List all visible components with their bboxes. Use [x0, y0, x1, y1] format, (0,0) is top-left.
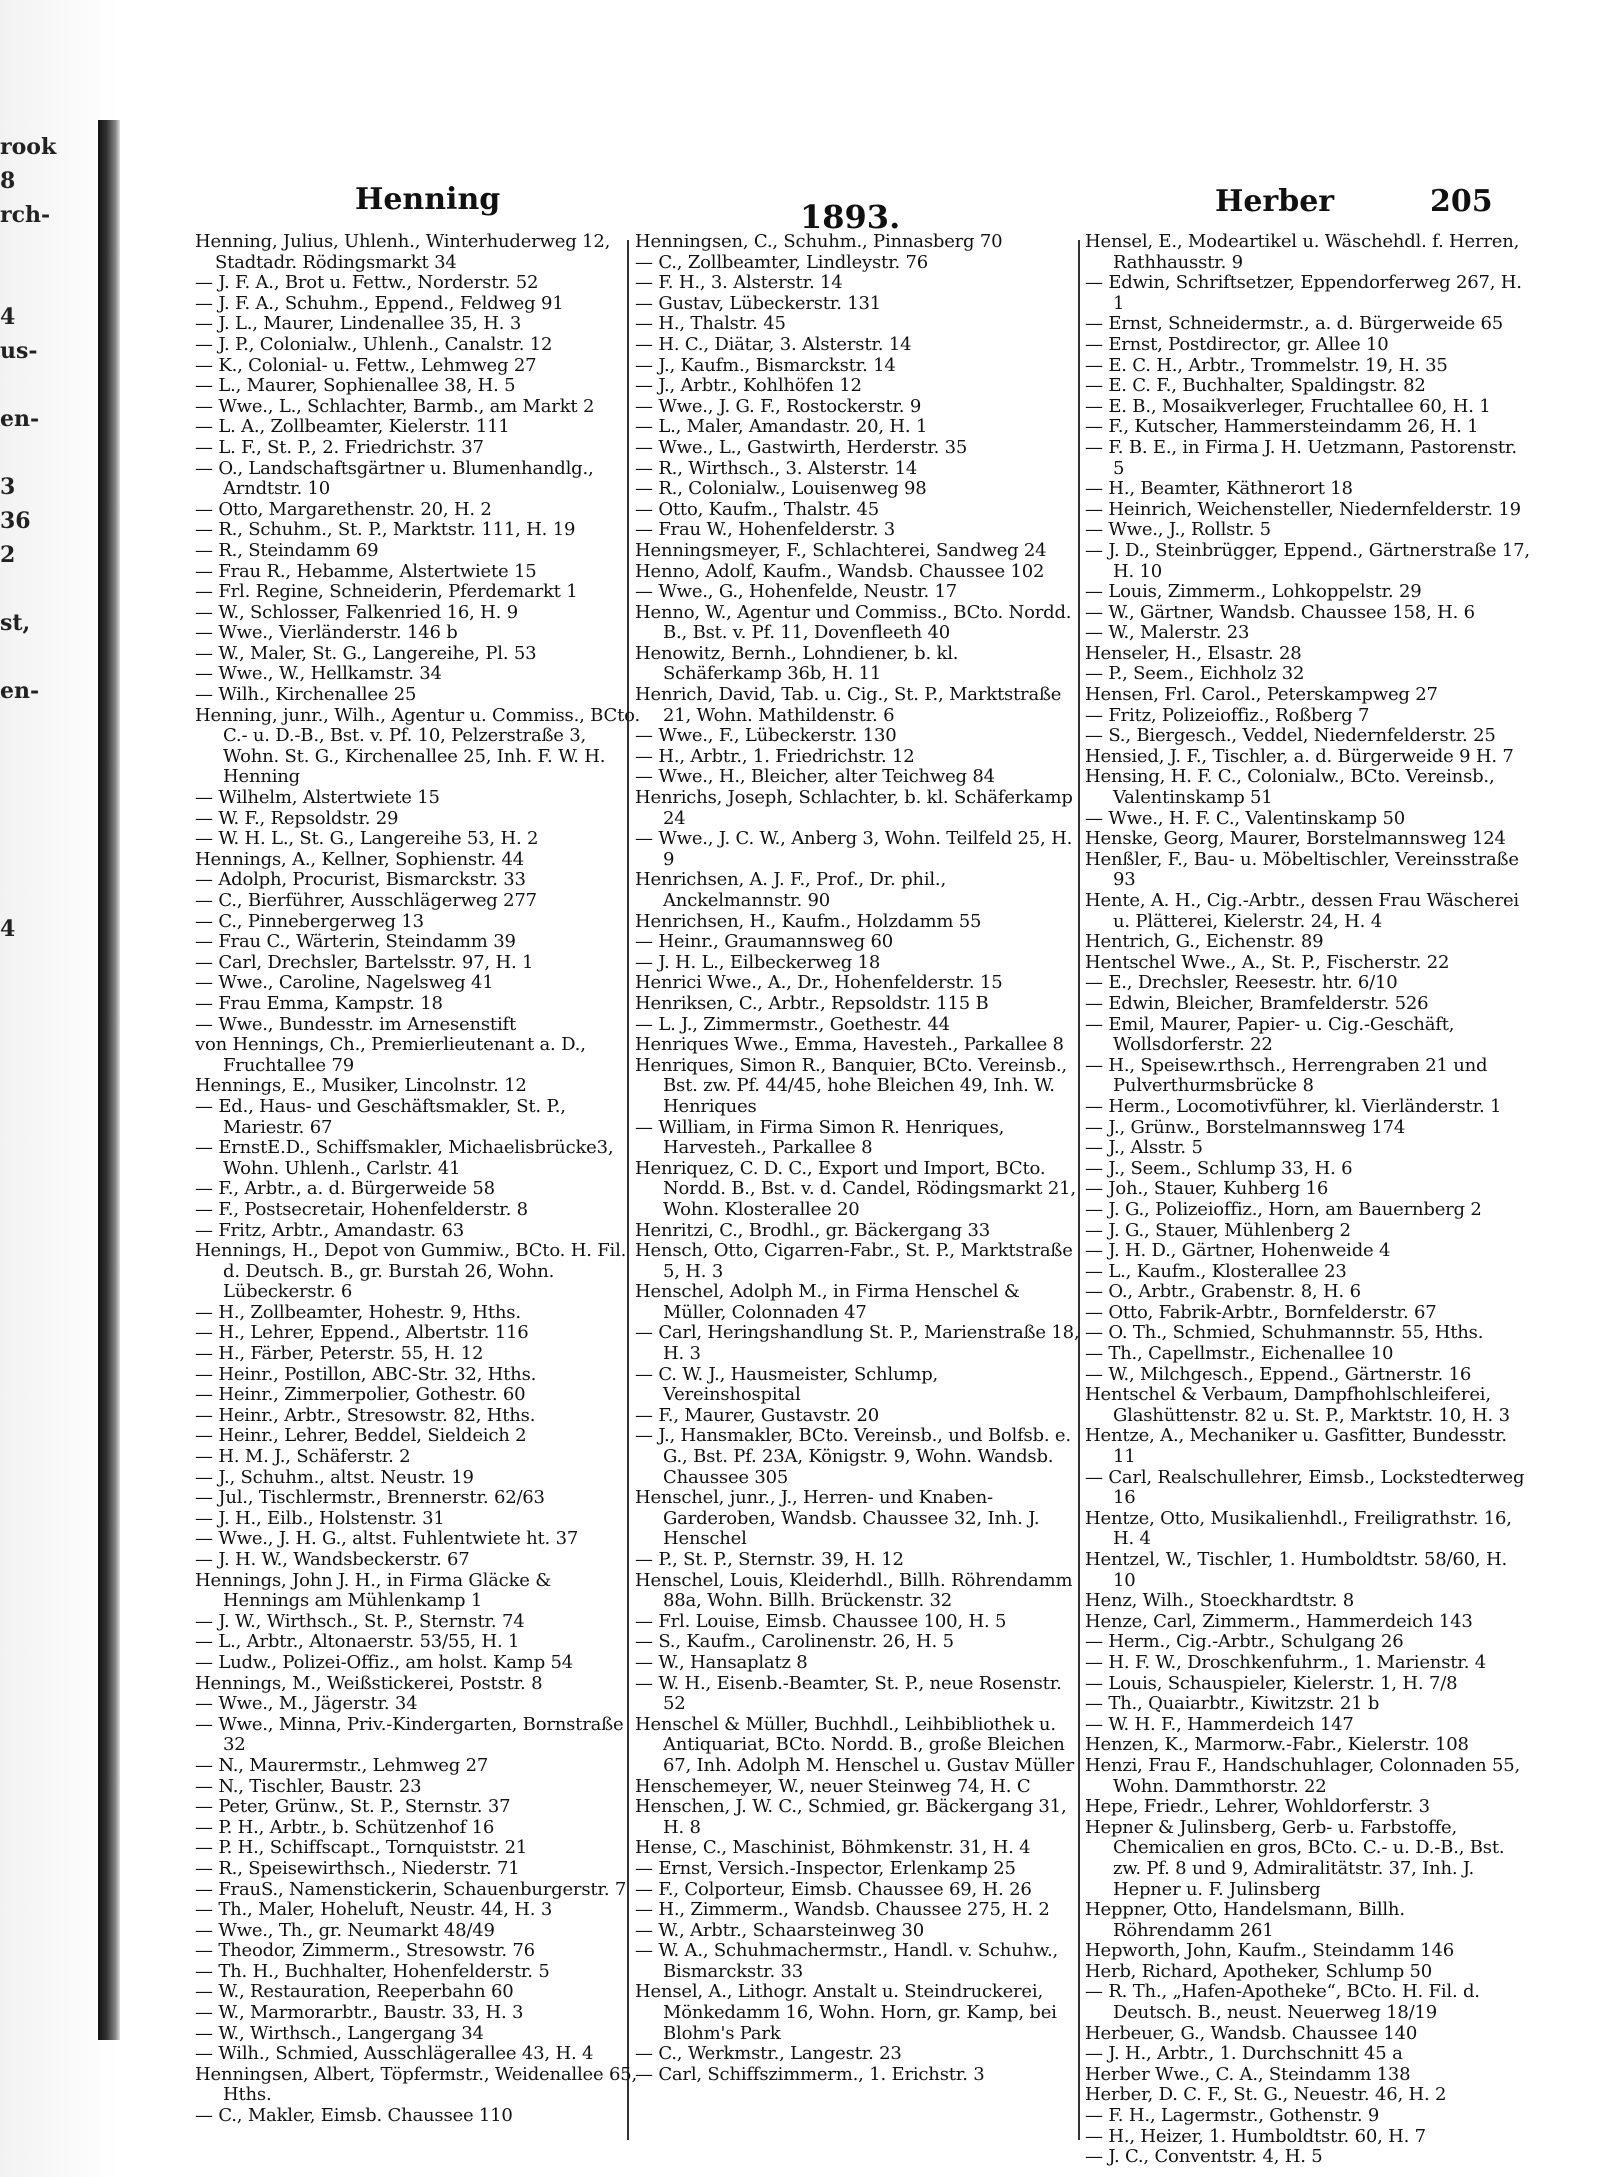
directory-sub-entry: — O., Landschaftsgärtner u. Blumenhandlg., Arndtstr. 10 — [195, 457, 594, 500]
previous-page-fragment: en- — [0, 678, 40, 704]
directory-entry: Herber, D. C. F., St. G., Neuestr. 46, H. 2 — [1085, 2084, 1447, 2106]
directory-entry: Henschel & Müller, Buchhdl., Leihbibliothek u. Antiquariat, BCto. Nordd. B., große Bleichen 67, Inh. Adolph M. Henschel u. Gustav Müller — [635, 1713, 1074, 1776]
directory-sub-entry: — Frau W., Hohenfelderstr. 3 — [635, 519, 895, 541]
directory-sub-entry: — Frau R., Hebamme, Alstertwiete 15 — [195, 560, 537, 582]
previous-page-fragment — [0, 946, 40, 980]
directory-sub-entry: — Herm., Cig.-Arbtr., Schulgang 26 — [1085, 1631, 1404, 1653]
previous-page-fragment — [0, 1014, 40, 1048]
directory-entry: Henske, Georg, Maurer, Borstelmannsweg 124 — [1085, 828, 1506, 850]
directory-sub-entry: — L., Maler, Amandastr. 20, H. 1 — [635, 416, 928, 438]
directory-sub-entry: — Otto, Margarethenstr. 20, H. 2 — [195, 498, 492, 520]
directory-sub-entry: — Fritz, Polizeioffiz., Roßberg 7 — [1085, 704, 1370, 726]
directory-sub-entry: — P., Seem., Eichholz 32 — [1085, 663, 1305, 685]
directory-column-2 — [635, 232, 1080, 2142]
directory-sub-entry: — F. H., Lagermstr., Gothenstr. 9 — [1085, 2105, 1380, 2127]
directory-sub-entry: — Wwe., Caroline, Nagelsweg 41 — [195, 972, 494, 994]
directory-entry: Henrich, David, Tab. u. Cig., St. P., Marktstraße 21, Wohn. Mathildenstr. 6 — [635, 684, 1062, 726]
directory-entry: Hente, A. H., Cig.-Arbtr., dessen Frau Wäscherei u. Plätterei, Kielerstr. 24, H. 4 — [1085, 890, 1519, 932]
previous-page-fragment: rch- — [0, 202, 51, 228]
previous-page-fragment: en- — [0, 406, 40, 432]
directory-entry: Henriques, Simon R., Banquier, BCto. Vereinsb., Bst. zw. Pf. 44/45, hohe Bleichen 49, Inh. W. Henriques — [635, 1054, 1067, 1117]
directory-sub-entry: — F., Kutscher, Hammersteindamm 26, H. 1 — [1085, 416, 1479, 438]
directory-sub-entry: — Gustav, Lübeckerstr. 131 — [635, 292, 882, 314]
previous-page-fragment — [0, 708, 40, 742]
directory-entry: Henrichsen, A. J. F., Prof., Dr. phil., Anckelmannstr. 90 — [635, 869, 946, 911]
directory-sub-entry: — Frl. Louise, Eimsb. Chaussee 100, H. 5 — [635, 1610, 1007, 1632]
directory-sub-entry: — Heinr., Postillon, ABC-Str. 32, Hths. — [195, 1363, 537, 1385]
directory-sub-entry: — C., Pinnebergerweg 13 — [195, 910, 424, 932]
directory-entry: Henschel, Louis, Kleiderhdl., Billh. Röhrendamm 88a, Wohn. Billh. Brückenstr. 32 — [635, 1569, 1073, 1612]
directory-sub-entry: — W. H. L., St. G., Langereihe 53, H. 2 — [195, 828, 539, 850]
previous-page-fragment: 3 — [0, 474, 16, 500]
directory-sub-entry: — H., Speisew.rthsch., Herrengraben 21 und Pulverthurmsbrücke 8 — [1085, 1054, 1488, 1097]
directory-sub-entry: — J., Seem., Schlump 33, H. 6 — [1085, 1157, 1353, 1179]
directory-entry: Henschemeyer, W., neuer Steinweg 74, H. C — [635, 1775, 1031, 1797]
directory-sub-entry: — P., St. P., Sternstr. 39, H. 12 — [635, 1549, 904, 1570]
directory-sub-entry: — C., Bierführer, Ausschlägerweg 277 — [195, 890, 537, 911]
page-number: 205 — [1430, 184, 1493, 219]
directory-entry: Hennings, M., Weißstickerei, Poststr. 8 — [195, 1672, 543, 1694]
directory-sub-entry: — W. F., Repsoldstr. 29 — [195, 807, 399, 829]
directory-sub-entry: — Carl, Schiffszimmerm., 1. Erichstr. 3 — [635, 2063, 985, 2085]
directory-sub-entry: — Th. H., Buchhalter, Hohenfelderstr. 5 — [195, 1960, 550, 1982]
directory-entry: Henrichsen, H., Kaufm., Holzdamm 55 — [635, 910, 982, 932]
previous-page-fragment: 8 — [0, 168, 16, 194]
directory-entry: Hennings, E., Musiker, Lincolnstr. 12 — [195, 1075, 527, 1097]
directory-sub-entry: — Herm., Locomotivführer, kl. Vierländerstr. 1 — [1085, 1095, 1502, 1117]
previous-page-fragment — [0, 810, 40, 844]
directory-sub-entry: — F., Maurer, Gustavstr. 20 — [635, 1404, 880, 1426]
directory-sub-entry: — Th., Quaiarbtr., Kiwitzstr. 21 b — [1085, 1693, 1380, 1715]
directory-entry: Henrici Wwe., A., Dr., Hohenfelderstr. 15 — [635, 972, 1003, 994]
directory-sub-entry: — S., Biergesch., Veddel, Niedernfelderstr. 25 — [1085, 725, 1496, 747]
directory-sub-entry: — Ernst, Versich.-Inspector, Erlenkamp 25 — [635, 1857, 1016, 1879]
directory-entry: Henz, Wilh., Stoeckhardtstr. 8 — [1085, 1590, 1355, 1612]
directory-sub-entry: — E. C. H., Arbtr., Trommelstr. 19, H. 35 — [1085, 354, 1448, 376]
directory-sub-entry: — L., Maurer, Sophienallee 38, H. 5 — [195, 375, 516, 397]
directory-sub-entry: — F., Postsecretair, Hohenfelderstr. 8 — [195, 1198, 528, 1220]
directory-sub-entry: — W., Restauration, Reeperbahn 60 — [195, 1981, 514, 2003]
directory-sub-entry: — Theodor, Zimmerm., Stresowstr. 76 — [195, 1940, 535, 1962]
directory-entry: Hentze, Otto, Musikalienhdl., Freiligrathstr. 16, H. 4 — [1085, 1507, 1512, 1550]
directory-entry: Henning, Julius, Uhlenh., Winterhuderweg 12, — [195, 231, 611, 252]
directory-sub-entry: — J. G., Stauer, Mühlenberg 2 — [1085, 1219, 1351, 1241]
directory-sub-entry: — R., Wirthsch., 3. Alsterstr. 14 — [635, 457, 918, 479]
directory-sub-entry: — J. L., Maurer, Lindenallee 35, H. 3 — [195, 313, 522, 335]
directory-entry: Hensen, Frl. Carol., Peterskampweg 27 — [1085, 684, 1438, 706]
previous-page-fragment — [0, 436, 40, 470]
directory-sub-entry: — H., Thalstr. 45 — [635, 313, 786, 335]
directory-sub-entry: — Heinr., Arbtr., Stresowstr. 82, Hths. — [195, 1404, 536, 1426]
directory-sub-entry: — N., Maurermstr., Lehmweg 27 — [195, 1754, 489, 1776]
directory-sub-entry: — Carl, Heringshandlung St. P., Marienstraße 18, H. 3 — [635, 1322, 1080, 1365]
directory-sub-entry: — H. M. J., Schäferstr. 2 — [195, 1446, 411, 1468]
previous-page-fragment — [0, 980, 40, 1014]
directory-sub-entry: — J., Hansmakler, BCto. Vereinsb., und Bolfsb. e. G., Bst. Pf. 23A, Königstr. 9, Wohn. Wandsb. Chaussee 305 — [635, 1425, 1071, 1488]
directory-sub-entry: — W., Wirthsch., Langergang 34 — [195, 2022, 484, 2044]
directory-entry: Hepworth, John, Kaufm., Steindamm 146 — [1085, 1940, 1454, 1962]
directory-sub-entry: — H., Zimmerm., Wandsb. Chaussee 275, H. 2 — [635, 1899, 1050, 1921]
directory-sub-entry: — J. F. A., Brot u. Fettw., Norderstr. 52 — [195, 272, 539, 294]
directory-entry: Henriquez, C. D. C., Export und Import, BCto. Nordd. B., Bst. v. d. Candel, Rödingsmarkt 21, Wohn. Klosterallee 20 — [635, 1157, 1076, 1220]
directory-sub-entry: — W., Hansaplatz 8 — [635, 1651, 808, 1673]
directory-entry: Hentrich, G., Eichenstr. 89 — [1085, 931, 1324, 953]
directory-sub-entry: — Heinr., Graumannsweg 60 — [635, 931, 893, 953]
directory-entry: Henowitz, Bernh., Lohndiener, b. kl. Schäferkamp 36b, H. 11 — [635, 642, 959, 685]
directory-entry: Henriques Wwe., Emma, Havesteh., Parkallee 8 — [635, 1034, 1064, 1056]
directory-entry: Henning, junr., Wilh., Agentur u. Commiss., BCto. C.- u. D.-B., Bst. v. Pf. 10, Pelzerstraße 3, Wohn. St. G., Kirchenallee 25, Inh. F. W. H. Henning — [195, 704, 640, 788]
previous-page-fragment — [0, 232, 40, 266]
directory-sub-entry: — W. A., Schuhmachermstr., Handl. v. Schuhw., Bismarckstr. 33 — [635, 1940, 1059, 1982]
directory-entry: Hensch, Otto, Cigarren-Fabr., St. P., Marktstraße 5, H. 3 — [635, 1240, 1073, 1282]
directory-sub-entry: — Wilh., Schmied, Ausschlägerallee 43, H. 4 — [195, 2043, 594, 2065]
previous-page-fragment: 36 — [0, 508, 31, 534]
directory-entry: Hentzel, W., Tischler, 1. Humboldtstr. 58/60, H. 10 — [1085, 1549, 1507, 1591]
directory-entry: Hennings, John J. H., in Firma Gläcke & Hennings am Mühlenkamp 1 — [195, 1569, 552, 1612]
previous-page-fragment — [0, 878, 40, 912]
directory-sub-entry: — J. G., Polizeioffiz., Horn, am Bauernberg 2 — [1085, 1198, 1482, 1220]
directory-sub-entry: — Wwe., Vierländerstr. 146 b — [195, 622, 458, 644]
directory-sub-entry: — Heinr., Lehrer, Beddel, Sieldeich 2 — [195, 1425, 527, 1447]
directory-entry: Hentze, A., Mechaniker u. Gasfitter, Bundesstr. 11 — [1085, 1425, 1507, 1468]
directory-sub-entry: — Wwe., Bundesstr. im Arnesenstift — [195, 1013, 517, 1035]
directory-sub-entry: — Peter, Grünw., St. P., Sternstr. 37 — [195, 1796, 511, 1818]
directory-entry: Henningsmeyer, F., Schlachterei, Sandweg 24 — [635, 539, 1047, 561]
directory-entry: Hense, C., Maschinist, Böhmkenstr. 31, H. 4 — [635, 1837, 1031, 1859]
directory-sub-entry: — Louis, Zimmerm., Lohkoppelstr. 29 — [1085, 581, 1422, 603]
header-left-keyword: Henning — [355, 182, 501, 217]
directory-sub-entry: — Otto, Fabrik-Arbtr., Bornfelderstr. 67 — [1085, 1301, 1437, 1323]
directory-sub-entry: — R., Speisewirthsch., Niederstr. 71 — [195, 1857, 520, 1879]
directory-sub-entry: — W., Arbtr., Schaarsteinweg 30 — [635, 1919, 924, 1941]
directory-entry: Hensel, A., Lithogr. Anstalt u. Steindruckerei, Mönkedamm 16, Wohn. Horn, gr. Kamp, bei Blohm's Park — [635, 1981, 1057, 2044]
directory-sub-entry: — FrauS., Namenstickerin, Schauenburgerstr. 7 — [195, 1878, 627, 1900]
directory-sub-entry: — Heinrich, Weichensteller, Niedernfelderstr. 19 — [1085, 498, 1521, 520]
directory-sub-entry: — J., Grünw., Borstelmannsweg 174 — [1085, 1116, 1406, 1138]
directory-entry: Henzi, Frau F., Handschuhlager, Colonnaden 55, Wohn. Dammthorstr. 22 — [1085, 1754, 1521, 1797]
directory-sub-entry: — H. C., Diätar, 3. Alsterstr. 14 — [635, 333, 912, 355]
directory-sub-entry: — Ernst, Postdirector, gr. Allee 10 — [1085, 333, 1389, 355]
directory-entry: Hennings, A., Kellner, Sophienstr. 44 — [195, 848, 525, 870]
directory-entry: Henningsen, Albert, Töpfermstr., Weidenallee 65, Hths. — [195, 2063, 637, 2106]
directory-sub-entry: — J. H. W., Wandsbeckerstr. 67 — [195, 1549, 470, 1570]
directory-sub-entry: — F., Colporteur, Eimsb. Chaussee 69, H. 26 — [635, 1878, 1032, 1900]
directory-sub-entry: — Ernst, Schneidermstr., a. d. Bürgerweide 65 — [1085, 313, 1504, 335]
previous-page-fragment: rook — [0, 134, 57, 160]
directory-sub-entry: — J., Schuhm., altst. Neustr. 19 — [195, 1466, 474, 1488]
directory-sub-entry: — J. H. D., Gärtner, Hohenweide 4 — [1085, 1240, 1391, 1262]
directory-sub-entry: — H., Arbtr., 1. Friedrichstr. 12 — [635, 745, 915, 767]
directory-sub-entry: — H., Beamter, Käthnerort 18 — [1085, 478, 1353, 500]
directory-sub-entry: — L. A., Zollbeamter, Kielerstr. 111 — [195, 416, 510, 438]
directory-entry: Heppner, Otto, Handelsmann, Billh. Röhrendamm 261 — [1085, 1899, 1405, 1941]
directory-sub-entry: — E., Drechsler, Reesestr. htr. 6/10 — [1085, 972, 1398, 994]
directory-entry: Henschen, J. W. C., Schmied, gr. Bäckergang 31, H. 8 — [635, 1796, 1067, 1838]
previous-page-fragment — [0, 1048, 40, 1082]
directory-sub-entry: — W., Milchgesch., Eppend., Gärtnerstr. 16 — [1085, 1363, 1472, 1385]
directory-sub-entry: — F., Arbtr., a. d. Bürgerweide 58 — [195, 1178, 495, 1200]
directory-sub-entry: — Frl. Regine, Schneiderin, Pferdemarkt 1 — [195, 581, 578, 603]
directory-page — [125, 170, 1580, 2168]
directory-sub-entry: — Ed., Haus- und Geschäftsmakler, St. P., Mariestr. 67 — [195, 1095, 566, 1138]
directory-sub-entry: — Heinr., Zimmerpolier, Gothestr. 60 — [195, 1384, 526, 1406]
directory-sub-entry: — Wilh., Kirchenallee 25 — [195, 684, 417, 706]
directory-sub-entry: — R., Steindamm 69 — [195, 539, 379, 561]
directory-sub-entry: — Carl, Drechsler, Bartelsstr. 97, H. 1 — [195, 951, 534, 973]
directory-sub-entry: — J., Kaufm., Bismarckstr. 14 — [635, 354, 896, 376]
directory-sub-entry: — F. H., 3. Alsterstr. 14 — [635, 272, 843, 294]
directory-sub-entry: — Wwe., H. F. C., Valentinskamp 50 — [1085, 807, 1405, 829]
directory-sub-entry: — J. H., Eilb., Holstenstr. 31 — [195, 1507, 445, 1529]
directory-sub-entry: — Wwe., W., Hellkamstr. 34 — [195, 663, 442, 685]
directory-sub-entry: — Adolph, Procurist, Bismarckstr. 33 — [195, 869, 526, 891]
directory-sub-entry: — J. C., Conventstr. 4, H. 5 — [1085, 2146, 1323, 2168]
previous-page-fragment — [0, 368, 40, 402]
directory-sub-entry: — W., Gärtner, Wandsb. Chaussee 158, H. 6 — [1085, 601, 1475, 623]
directory-sub-entry: — W. H. F., Hammerdeich 147 — [1085, 1713, 1354, 1735]
directory-entry: Henriksen, C., Arbtr., Repsoldstr. 115 B — [635, 992, 989, 1014]
directory-column-3 — [1085, 231, 1530, 2168]
directory-sub-entry: — Th., Capellmstr., Eichenallee 10 — [1085, 1343, 1394, 1365]
directory-sub-entry: — W. H., Eisenb.-Beamter, St. P., neue Rosenstr. 52 — [635, 1672, 1062, 1715]
directory-sub-entry: — R., Schuhm., St. P., Marktstr. 111, H. 19 — [195, 519, 576, 541]
directory-sub-entry: — W., Maler, St. G., Langereihe, Pl. 53 — [195, 642, 537, 664]
directory-entry: Henseler, H., Elsastr. 28 — [1085, 642, 1302, 664]
directory-sub-entry: — N., Tischler, Baustr. 23 — [195, 1775, 422, 1797]
directory-column-1 — [195, 232, 640, 2142]
directory-sub-entry: — Carl, Realschullehrer, Eimsb., Lockstedterweg 16 — [1085, 1466, 1525, 1509]
previous-page-fragment: 4 — [0, 916, 16, 942]
directory-sub-entry: — C., Zollbeamter, Lindleystr. 76 — [635, 251, 929, 273]
directory-sub-entry: — Wwe., J. H. G., altst. Fuhlentwiete ht. 37 — [195, 1528, 579, 1550]
directory-sub-entry: — P. H., Schiffscapt., Tornquiststr. 21 — [195, 1837, 528, 1859]
page-header — [125, 170, 1580, 236]
directory-sub-entry: — R., Colonialw., Louisenweg 98 — [635, 478, 927, 500]
directory-sub-entry: — Wwe., F., Lübeckerstr. 130 — [635, 725, 897, 747]
directory-sub-entry: — Wwe., Th., gr. Neumarkt 48/49 — [195, 1919, 495, 1941]
directory-entry: Hentschel & Verbaum, Dampfhohlschleiferei, Glashüttenstr. 82 u. St. P., Marktstr. 10, H. 3 — [1085, 1384, 1510, 1426]
directory-sub-entry: — J. D., Steinbrügger, Eppend., Gärtnerstraße 17, H. 10 — [1085, 539, 1530, 582]
directory-sub-entry: — Wilhelm, Alstertwiete 15 — [195, 787, 440, 809]
directory-sub-entry: — Frau Emma, Kampstr. 18 — [195, 992, 443, 1014]
directory-sub-entry: — H., Lehrer, Eppend., Albertstr. 116 — [195, 1322, 529, 1344]
directory-sub-entry: — Wwe., L., Schlachter, Barmb., am Markt 2 — [195, 395, 595, 417]
directory-sub-entry: — O. Th., Schmied, Schuhmannstr. 55, Hths. — [1085, 1322, 1484, 1344]
directory-sub-entry: — Frau C., Wärterin, Steindamm 39 — [195, 931, 516, 953]
directory-sub-entry: — K., Colonial- u. Fettw., Lehmweg 27 — [195, 354, 537, 376]
directory-sub-entry: — J., Alsstr. 5 — [1085, 1137, 1203, 1159]
directory-entry: Henningsen, C., Schuhm., Pinnasberg 70 — [635, 231, 1003, 252]
directory-sub-entry: — S., Kaufm., Carolinenstr. 26, H. 5 — [635, 1631, 954, 1653]
directory-entry: Hensied, J. F., Tischler, a. d. Bürgerweide 9 H. 7 — [1085, 745, 1514, 767]
directory-entry: Henze, Carl, Zimmerm., Hammerdeich 143 — [1085, 1610, 1473, 1632]
directory-entry: Henritzi, C., Brodhl., gr. Bäckergang 33 — [635, 1219, 991, 1241]
directory-sub-entry: — Emil, Maurer, Papier- u. Cig.-Geschäft, Wollsdorferstr. 22 — [1085, 1013, 1455, 1056]
directory-entry: Hentschel Wwe., A., St. P., Fischerstr. 22 — [1085, 951, 1450, 973]
directory-sub-entry: — Joh., Stauer, Kuhberg 16 — [1085, 1178, 1329, 1200]
directory-sub-entry: — Louis, Schauspieler, Kielerstr. 1, H. 7/8 — [1085, 1672, 1458, 1694]
directory-sub-entry: — Fritz, Arbtr., Amandastr. 63 — [195, 1219, 464, 1241]
directory-sub-entry: — Otto, Kaufm., Thalstr. 45 — [635, 498, 880, 520]
directory-sub-entry: — Edwin, Bleicher, Bramfelderstr. 526 — [1085, 992, 1429, 1014]
directory-sub-entry: — Th., Maler, Hoheluft, Neustr. 44, H. 3 — [195, 1899, 553, 1921]
directory-sub-entry: — Wwe., J. G. F., Rostockerstr. 9 — [635, 395, 922, 417]
previous-page-fragment — [0, 844, 40, 878]
directory-entry: Herb, Richard, Apotheker, Schlump 50 — [1085, 1960, 1433, 1982]
directory-sub-entry: — H. F. W., Droschkenfuhrm., 1. Marienstr. 4 — [1085, 1651, 1486, 1673]
directory-sub-entry: — J. W., Wirthsch., St. P., Sternstr. 74 — [195, 1610, 525, 1632]
directory-entry: Henzen, K., Marmorw.-Fabr., Kielerstr. 108 — [1085, 1734, 1469, 1756]
previous-page-fragment: us- — [0, 338, 38, 364]
directory-entry: von Hennings, Ch., Premierlieutenant a. D., Fruchtallee 79 — [195, 1034, 586, 1076]
directory-entry: Herbeuer, G., Wandsb. Chaussee 140 — [1085, 2022, 1418, 2044]
directory-entry: Henno, Adolf, Kaufm., Wandsb. Chaussee 102 — [635, 560, 1045, 582]
directory-sub-entry: — ErnstE.D., Schiffsmakler, Michaelisbrücke3, Wohn. Uhlenh., Carlstr. 41 — [195, 1137, 614, 1179]
directory-sub-entry: — Wwe., H., Bleicher, alter Teichweg 84 — [635, 766, 995, 788]
directory-sub-entry: — P. H., Arbtr., b. Schützenhof 16 — [195, 1816, 495, 1838]
directory-sub-entry: — Wwe., J., Rollstr. 5 — [1085, 519, 1271, 541]
directory-entry: Hensel, E., Modeartikel u. Wäschehdl. f. Herren, Rathhausstr. 9 — [1085, 231, 1520, 273]
directory-sub-entry: — Wwe., M., Jägerstr. 34 — [195, 1693, 418, 1715]
directory-sub-entry: — William, in Firma Simon R. Henriques, Harvesteh., Parkallee 8 — [635, 1116, 1005, 1159]
directory-sub-entry: — Jul., Tischlermstr., Brennerstr. 62/63 — [195, 1487, 545, 1509]
directory-sub-entry: — R. Th., „Hafen-Apotheke“, BCto. H. Fil. d. Deutsch. B., neust. Neuerweg 18/19 — [1085, 1981, 1480, 2024]
directory-sub-entry: — W., Marmorarbtr., Baustr. 33, H. 3 — [195, 2002, 524, 2024]
directory-sub-entry: — Wwe., Minna, Priv.-Kindergarten, Bornstraße 32 — [195, 1713, 624, 1756]
directory-entry: Henßler, F., Bau- u. Möbeltischler, Vereinsstraße 93 — [1085, 848, 1519, 891]
previous-page-fragment: 4 — [0, 304, 16, 330]
directory-entry: Herber Wwe., C. A., Steindamm 138 — [1085, 2063, 1411, 2085]
directory-sub-entry: — Edwin, Schriftsetzer, Eppendorferweg 267, H. 1 — [1085, 272, 1522, 314]
directory-sub-entry: — L. J., Zimmermstr., Goethestr. 44 — [635, 1013, 950, 1035]
directory-sub-entry: — H., Heizer, 1. Humboldtstr. 60, H. 7 — [1085, 2125, 1426, 2147]
previous-page-fragment — [0, 640, 40, 674]
directory-sub-entry: — F. B. E., in Firma J. H. Uetzmann, Pastorenstr. 5 — [1085, 436, 1517, 479]
directory-sub-entry: — J. F. A., Schuhm., Eppend., Feldweg 91 — [195, 292, 564, 314]
directory-sub-entry: — L., Arbtr., Altonaerstr. 53/55, H. 1 — [195, 1631, 520, 1653]
directory-entry: Hennings, H., Depot von Gummiw., BCto. H. Fil. d. Deutsch. B., gr. Burstah 26, Wohn. Lübeckerstr. 6 — [195, 1240, 627, 1303]
directory-sub-entry: — Ludw., Polizei-Offiz., am holst. Kamp 54 — [195, 1651, 574, 1673]
directory-sub-entry: — Wwe., J. C. W., Anberg 3, Wohn. Teilfeld 25, H. 9 — [635, 828, 1073, 870]
directory-sub-entry: — L. F., St. P., 2. Friedrichstr. 37 — [195, 436, 484, 458]
header-right-keyword: Herber — [1215, 184, 1335, 219]
directory-sub-entry: — W., Malerstr. 23 — [1085, 622, 1250, 644]
directory-sub-entry: — E. B., Mosaikverleger, Fruchtallee 60, H. 1 — [1085, 395, 1491, 417]
directory-entry: Hepe, Friedr., Lehrer, Wohldorferstr. 3 — [1085, 1796, 1430, 1818]
header-year: 1893. — [800, 198, 901, 236]
directory-entry: Henno, W., Agentur und Commiss., BCto. Nordd. B., Bst. v. Pf. 11, Dovenfleeth 40 — [635, 601, 1072, 644]
directory-entry: Henschel, Adolph M., in Firma Henschel & Müller, Colonnaden 47 — [635, 1281, 1020, 1323]
previous-page-fragment — [0, 742, 40, 776]
directory-sub-entry: — J. H., Arbtr., 1. Durchschnitt 45 a — [1085, 2043, 1403, 2065]
directory-sub-entry: — J. H. L., Eilbeckerweg 18 — [635, 951, 881, 973]
previous-page-fragment — [0, 266, 40, 300]
previous-page-fragment: st, — [0, 610, 31, 636]
directory-sub-entry: — C., Werkmstr., Langestr. 23 — [635, 2043, 902, 2065]
book-binding — [98, 120, 120, 2040]
directory-sub-entry: — C. W. J., Hausmeister, Schlump, Vereinshospital — [635, 1363, 939, 1406]
directory-sub-entry: — L., Kaufm., Klosterallee 23 — [1085, 1260, 1347, 1282]
directory-sub-entry: — H., Zollbeamter, Hohestr. 9, Hths. — [195, 1301, 521, 1323]
directory-entry: Henrichs, Joseph, Schlachter, b. kl. Schäferkamp 24 — [635, 787, 1073, 829]
directory-sub-entry: — Wwe., L., Gastwirth, Herderstr. 35 — [635, 436, 968, 458]
directory-sub-entry: — E. C. F., Buchhalter, Spaldingstr. 82 — [1085, 375, 1426, 397]
directory-entry: Henschel, junr., J., Herren- und Knaben-Garderoben, Wandsb. Chaussee 32, Inh. J. Henschel — [635, 1487, 1040, 1550]
directory-entry: Hensing, H. F. C., Colonialw., BCto. Vereinsb., Valentinskamp 51 — [1085, 766, 1495, 809]
previous-page-fragment: 2 — [0, 542, 16, 568]
directory-sub-entry: — Wwe., G., Hohenfelde, Neustr. 17 — [635, 581, 958, 603]
directory-entry: Stadtadr. Rödingsmarkt 34 — [215, 251, 457, 273]
directory-sub-entry: — C., Makler, Eimsb. Chaussee 110 — [195, 2105, 513, 2127]
directory-sub-entry: — O., Arbtr., Grabenstr. 8, H. 6 — [1085, 1281, 1361, 1303]
previous-page-fragment — [0, 776, 40, 810]
previous-page-fragment — [0, 572, 40, 606]
directory-entry: Hepner & Julinsberg, Gerb- u. Farbstoffe, Chemicalien en gros, BCto. C.- u. D.-B., Bst. zw. Pf. 8 und 9, Admiralitätstr. 37, Inh. J. Hepner u. F. Julinsberg — [1085, 1816, 1505, 1900]
directory-sub-entry: — H., Färber, Peterstr. 55, H. 12 — [195, 1343, 484, 1365]
directory-sub-entry: — J. P., Colonialw., Uhlenh., Canalstr. 12 — [195, 333, 553, 355]
directory-sub-entry: — J., Arbtr., Kohlhöfen 12 — [635, 375, 862, 397]
directory-sub-entry: — W., Schlosser, Falkenried 16, H. 9 — [195, 601, 518, 623]
previous-page-fragments — [0, 130, 57, 1082]
